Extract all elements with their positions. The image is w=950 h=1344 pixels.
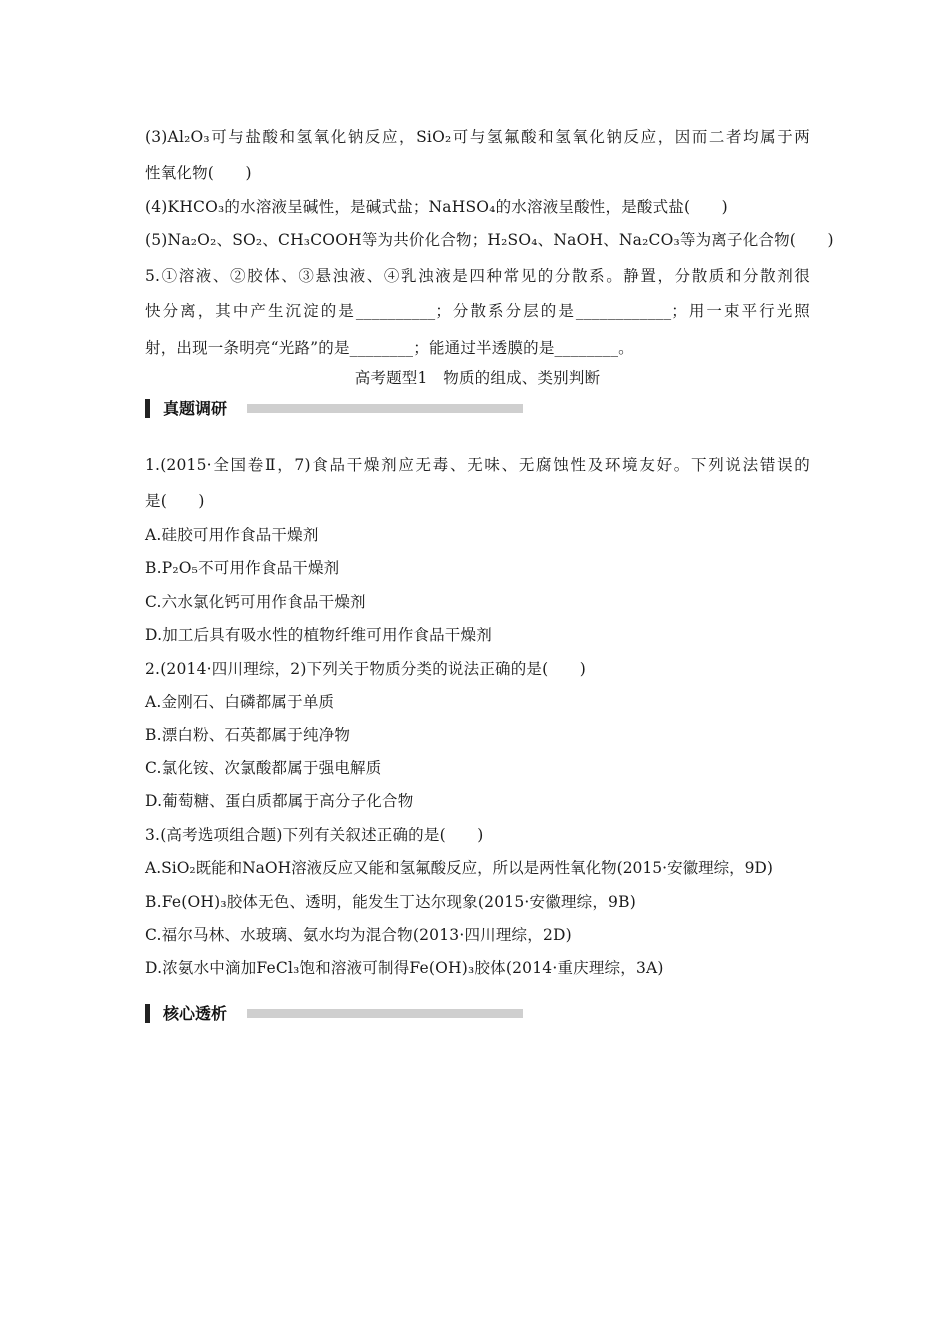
question-3-option-b: B.Fe(OH)₃胶体无色、透明，能发生丁达尔现象(2015·安徽理综，9B) [145,893,636,911]
section-rule [247,1009,523,1018]
question-1-option-d: D.加工后具有吸水性的植物纤维可用作食品干燥剂 [145,626,492,644]
text-line: 5.①溶液、②胶体、③悬浊液、④乳浊液是四种常见的分散系。静置，分散质和分散剂很 [145,267,810,285]
question-1-stem-cont: 是( ) [145,492,205,510]
section-title: 核心透析 [163,1004,228,1023]
question-type-title: 高考题型1 物质的组成、类别判断 [354,369,601,387]
section-title: 真题调研 [163,399,228,418]
question-2-option-d: D.葡萄糖、蛋白质都属于高分子化合物 [145,792,414,810]
question-1-option-a: A.硅胶可用作食品干燥剂 [145,526,319,544]
section-header-zhenti [145,397,545,421]
text-line: 性氧化物( ) [145,164,252,182]
text-line: (3)Al₂O₃可与盐酸和氢氧化钠反应，SiO₂可与氢氟酸和氢氧化钠反应，因而二者均属于两 [145,128,810,146]
text-line: (5)Na₂O₂、SO₂、CH₃COOH等为共价化合物；H₂SO₄、NaOH、Na₂CO₃等为离子化合物( ) [145,231,834,249]
section-rule [247,404,523,413]
section-bar [145,399,150,418]
question-2-option-c: C.氯化铵、次氯酸都属于强电解质 [145,759,382,777]
section-header-hexin [145,1002,545,1026]
question-2-option-a: A.金刚石、白磷都属于单质 [145,693,335,711]
question-3-option-a: A.SiO₂既能和NaOH溶液反应又能和氢氟酸反应，所以是两性氧化物(2015·安徽理综，9D) [145,859,773,877]
question-2-option-b: B.漂白粉、石英都属于纯净物 [145,726,351,744]
text-line: 快分离，其中产生沉淀的是__________；分散系分层的是____________；用一束平行光照 [145,302,810,320]
question-3-stem: 3.(高考选项组合题)下列有关叙述正确的是( ) [145,826,484,844]
question-1-option-c: C.六水氯化钙可用作食品干燥剂 [145,593,366,611]
section-bar [145,1004,150,1023]
question-3-option-c: C.福尔马林、水玻璃、氨水均为混合物(2013·四川理综，2D) [145,926,572,944]
text-line: 射，出现一条明亮“光路”的是________；能通过半透膜的是________。 [145,339,634,357]
question-3-option-d: D.浓氨水中滴加FeCl₃饱和溶液可制得Fe(OH)₃胶体(2014·重庆理综，3A) [145,959,664,977]
question-1-option-b: B.P₂O₅不可用作食品干燥剂 [145,559,340,577]
question-2-stem: 2.(2014·四川理综，2)下列关于物质分类的说法正确的是( ) [145,660,587,678]
text-line: (4)KHCO₃的水溶液呈碱性，是碱式盐；NaHSO₄的水溶液呈酸性，是酸式盐( ) [145,198,728,216]
question-1-stem: 1.(2015·全国卷Ⅱ，7)食品干燥剂应无毒、无味、无腐蚀性及环境友好。下列说法错误的 [145,456,810,474]
